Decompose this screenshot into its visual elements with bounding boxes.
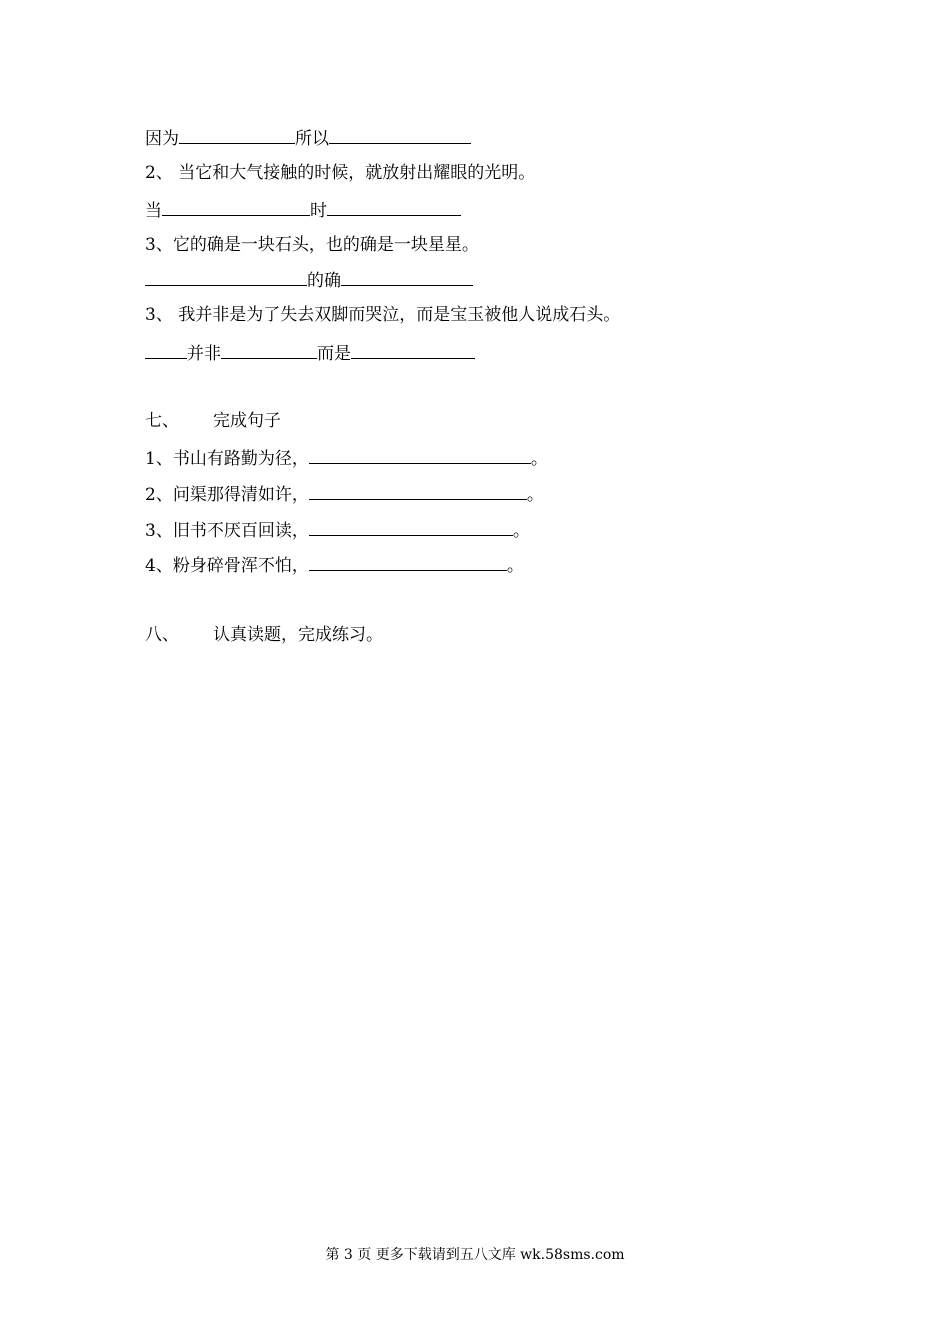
word-indeed: 的确 [307, 271, 341, 291]
section-8-heading [145, 624, 383, 646]
blank [309, 446, 531, 464]
word-because: 因为 [145, 129, 179, 149]
blank [221, 341, 317, 359]
section-8-number: 八、 [145, 625, 179, 645]
section-8-title: 认真读题，完成练习。 [213, 625, 383, 645]
question-1-end: 。 [530, 449, 548, 469]
blank [309, 553, 507, 571]
question-2-end: 。 [526, 485, 544, 505]
sentence-2: 2、 当它和大气接触的时候，就放射出耀眼的光明。 [145, 163, 536, 183]
blank [309, 482, 527, 500]
word-but: 而是 [317, 344, 351, 364]
blank [179, 126, 295, 144]
blank [145, 341, 187, 359]
blank [162, 198, 310, 216]
question-3-text: 3、旧书不厌百回读， [145, 521, 309, 541]
word-time: 时 [310, 201, 327, 221]
question-1-text: 1、书山有路勤为径， [145, 449, 309, 469]
page-footer: 第 3 页 更多下载请到五八文库 wk.58sms.com [325, 1247, 625, 1263]
question-4 [145, 553, 524, 577]
blank [309, 518, 513, 536]
word-so: 所以 [295, 129, 329, 149]
question-2 [145, 482, 544, 506]
question-3-end: 。 [512, 521, 530, 541]
question-3 [145, 518, 530, 542]
word-not: 并非 [187, 344, 221, 364]
question-2-text: 2、问渠那得清如许， [145, 485, 309, 505]
question-1 [145, 446, 548, 470]
blank [351, 341, 475, 359]
sentence-3b: 3、 我并非是为了失去双脚而哭泣，而是宝玉被他人说成石头。 [145, 305, 621, 325]
blank-line-indeed [145, 268, 473, 292]
section-7-title: 完成句子 [213, 411, 281, 431]
blank-line-when [145, 198, 461, 222]
blank [329, 126, 471, 144]
section-7-heading [145, 410, 281, 432]
question-4-text: 4、粉身碎骨浑不怕， [145, 556, 309, 576]
blank-line-not-but [145, 341, 475, 365]
question-4-end: 。 [506, 556, 524, 576]
blank [327, 198, 461, 216]
sentence-3: 3、它的确是一块石头，也的确是一块星星。 [145, 235, 479, 255]
word-when: 当 [145, 201, 162, 221]
section-7-number: 七、 [145, 411, 179, 431]
blank-line-because-so [145, 126, 471, 150]
blank [341, 268, 473, 286]
blank [145, 268, 307, 286]
